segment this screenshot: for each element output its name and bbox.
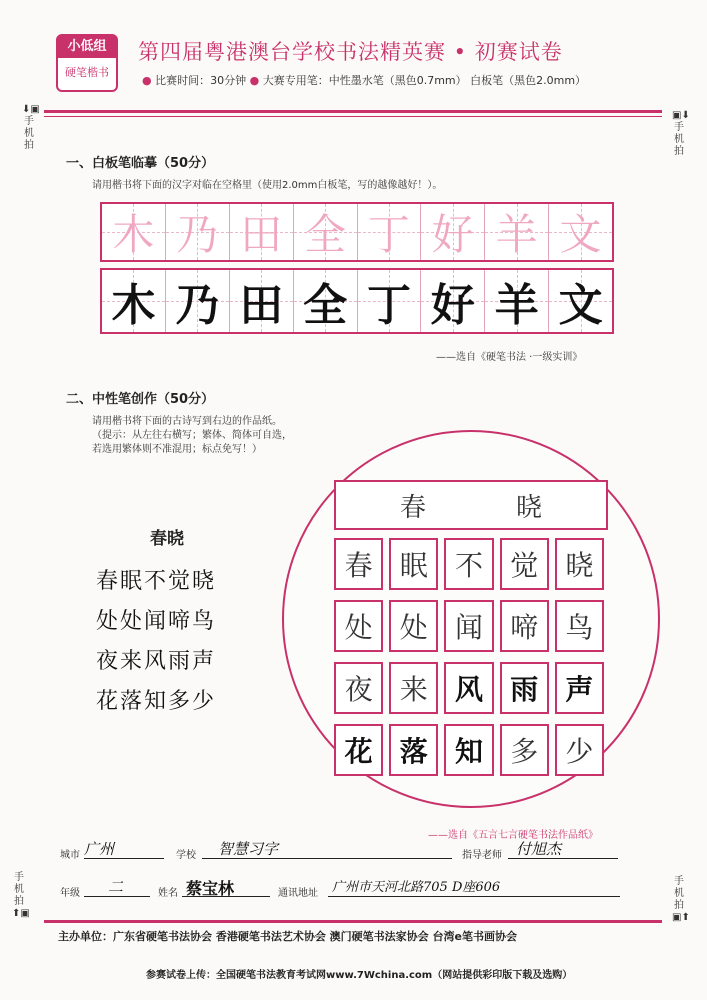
work-char: 多 xyxy=(510,735,539,768)
address-field[interactable] xyxy=(328,876,620,897)
model-char-row xyxy=(100,202,614,262)
work-cell xyxy=(334,662,383,714)
work-cell xyxy=(444,724,493,776)
work-paper-title xyxy=(334,480,608,530)
side-photo-text: 手机拍 xyxy=(24,116,34,151)
written-char: 丁 xyxy=(366,280,411,331)
model-char: 乃 xyxy=(176,210,219,259)
grade-value: 二 xyxy=(108,878,124,896)
exam-title: 第四届粤港澳台学校书法精英赛 • 初赛试卷 xyxy=(138,40,563,64)
side-photo-text: 手机拍 xyxy=(674,122,684,157)
work-cell xyxy=(389,600,438,652)
written-char-row xyxy=(100,268,614,334)
camera-icon: ⬆▣ xyxy=(12,908,30,919)
section2-instruction-1: 请用楷书将下面的古诗写到右边的作品纸。 xyxy=(92,416,282,427)
writing-cell xyxy=(485,270,549,332)
section1-title: 一、白板笔临摹（50分） xyxy=(66,156,215,171)
writing-cell xyxy=(230,270,294,332)
model-char: 田 xyxy=(240,210,283,259)
city-label: 城市 xyxy=(60,850,80,861)
camera-icon: ▣⬇ xyxy=(672,110,690,121)
school-field[interactable] xyxy=(202,838,452,859)
work-cell xyxy=(444,600,493,652)
section1-source: ——选自《硬笔书法 ·一级实训》 xyxy=(436,352,583,363)
model-char: 全 xyxy=(304,210,347,259)
work-cell xyxy=(389,662,438,714)
written-char: 全 xyxy=(303,280,348,331)
written-char: 好 xyxy=(430,280,475,331)
work-row xyxy=(334,538,604,590)
section1-instruction: 请用楷书将下面的汉字对临在空格里（使用2.0mm白板笔，写的越像越好！）。 xyxy=(92,180,443,191)
pen-label: 大赛专用笔：中性墨水笔（黑色0.7mm） 白板笔（黑色2.0mm） xyxy=(262,74,587,87)
work-char: 春 xyxy=(344,549,373,582)
city-value: 广州 xyxy=(84,840,115,858)
work-cell xyxy=(500,600,549,652)
model-cell xyxy=(549,204,612,260)
side-photo-text: 手机拍 xyxy=(14,872,24,907)
work-char: 晓 xyxy=(565,549,594,582)
footer-rule xyxy=(44,920,662,923)
work-title-char: 晓 xyxy=(516,492,543,523)
school-label: 学校 xyxy=(176,850,196,861)
group-badge-bottom: 硬笔楷书 xyxy=(65,66,109,79)
written-char: 文 xyxy=(558,280,603,331)
work-cell xyxy=(334,600,383,652)
work-cell xyxy=(500,724,549,776)
poem-line: 处处闻啼鸟 xyxy=(96,609,217,634)
work-char: 来 xyxy=(399,673,428,706)
work-cell xyxy=(555,600,604,652)
work-char: 鸟 xyxy=(565,611,594,644)
upload-info: 参赛试卷上传：全国硬笔书法教育考试网www.7Wchina.com（网站提供彩印版下载及选购） xyxy=(146,970,573,981)
writing-cell xyxy=(421,270,485,332)
camera-icon: ⬇▣ xyxy=(22,104,40,115)
work-cell xyxy=(389,724,438,776)
side-marker-top-right xyxy=(672,110,690,158)
model-char: 木 xyxy=(112,210,155,259)
teacher-value: 付旭杰 xyxy=(516,840,562,858)
grade-label: 年级 xyxy=(60,888,80,899)
section2-source: ——选自《五言七言硬笔书法作品纸》 xyxy=(428,830,598,841)
work-char: 啼 xyxy=(510,611,539,644)
work-char: 觉 xyxy=(510,549,539,582)
work-cell xyxy=(334,724,383,776)
header-rule xyxy=(44,110,662,113)
work-char: 不 xyxy=(455,549,484,582)
section2-instruction-2: （提示：从左往右横写；繁体、简体可自选， xyxy=(92,430,292,441)
side-marker-bottom-right xyxy=(672,876,690,924)
writing-cell xyxy=(358,270,422,332)
model-cell xyxy=(485,204,549,260)
work-cell xyxy=(444,538,493,590)
written-char: 田 xyxy=(239,280,284,331)
work-row xyxy=(334,724,604,776)
work-cell xyxy=(500,662,549,714)
bullet-icon: ● xyxy=(249,74,260,87)
model-cell xyxy=(294,204,358,260)
teacher-field[interactable] xyxy=(508,838,618,859)
work-cell xyxy=(500,538,549,590)
model-char: 好 xyxy=(431,210,474,259)
group-badge xyxy=(56,34,118,92)
model-cell xyxy=(421,204,485,260)
bullet-icon: ● xyxy=(142,74,152,87)
work-char: 花 xyxy=(344,735,373,768)
work-char: 声 xyxy=(565,673,594,706)
work-cell xyxy=(334,538,383,590)
side-marker-top-left xyxy=(22,104,40,152)
section2-instruction-3: 若选用繁体则不准混用；标点免写！） xyxy=(92,444,262,455)
poem-line: 夜来风雨声 xyxy=(96,649,217,674)
work-cell xyxy=(555,538,604,590)
work-char: 风 xyxy=(455,673,484,706)
writing-cell xyxy=(294,270,358,332)
written-char: 羊 xyxy=(494,280,539,331)
header-rule-thin xyxy=(44,116,662,117)
teacher-label: 指导老师 xyxy=(462,850,502,861)
work-char: 知 xyxy=(455,735,484,768)
writing-cell xyxy=(102,270,166,332)
grade-field[interactable] xyxy=(84,876,150,897)
written-char: 木 xyxy=(111,280,156,331)
writing-cell xyxy=(166,270,230,332)
section2-title: 二、中性笔创作（50分） xyxy=(66,392,215,407)
name-label: 姓名 xyxy=(158,888,178,899)
model-cell xyxy=(358,204,422,260)
work-char: 雨 xyxy=(510,673,539,706)
camera-icon: ▣⬆ xyxy=(672,912,690,923)
school-value: 智慧习字 xyxy=(218,840,279,858)
poem-line: 春眠不觉晓 xyxy=(96,569,217,594)
work-cell xyxy=(444,662,493,714)
group-badge-top: 小低组 xyxy=(58,36,116,58)
city-field[interactable] xyxy=(84,838,164,859)
organizers: 主办单位：广东省硬笔书法协会 香港硬笔书法艺术协会 澳门硬笔书法家协会 台湾e笔书画协会 xyxy=(58,930,517,943)
work-char: 处 xyxy=(344,611,373,644)
address-value: 广州市天河北路705 D座606 xyxy=(332,880,501,895)
work-char: 落 xyxy=(399,735,428,768)
model-cell xyxy=(230,204,294,260)
model-char: 羊 xyxy=(495,210,538,259)
model-char: 文 xyxy=(559,210,602,259)
poem-line: 花落知多少 xyxy=(96,689,217,714)
exam-subinfo xyxy=(142,72,586,88)
time-label: 比赛时间：30分钟 xyxy=(155,74,247,87)
work-char: 闻 xyxy=(455,611,484,644)
address-label: 通讯地址 xyxy=(278,888,318,899)
writing-cell xyxy=(549,270,612,332)
work-cell xyxy=(389,538,438,590)
model-cell xyxy=(166,204,230,260)
work-row xyxy=(334,600,604,652)
side-marker-bottom-left xyxy=(12,872,30,920)
side-photo-text: 手机拍 xyxy=(674,876,684,911)
work-char: 少 xyxy=(565,735,594,768)
poem-title: 春晓 xyxy=(150,529,184,549)
work-char: 夜 xyxy=(344,673,373,706)
model-char: 丁 xyxy=(367,210,410,259)
written-char: 乃 xyxy=(175,280,220,331)
work-paper-grid xyxy=(334,538,604,786)
work-title-char: 春 xyxy=(399,492,426,523)
work-row xyxy=(334,662,604,714)
work-char: 眠 xyxy=(399,549,428,582)
model-cell xyxy=(102,204,166,260)
work-cell xyxy=(555,662,604,714)
name-field[interactable] xyxy=(182,876,270,897)
work-cell xyxy=(555,724,604,776)
work-char: 处 xyxy=(399,611,428,644)
name-value: 蔡宝林 xyxy=(186,879,235,898)
